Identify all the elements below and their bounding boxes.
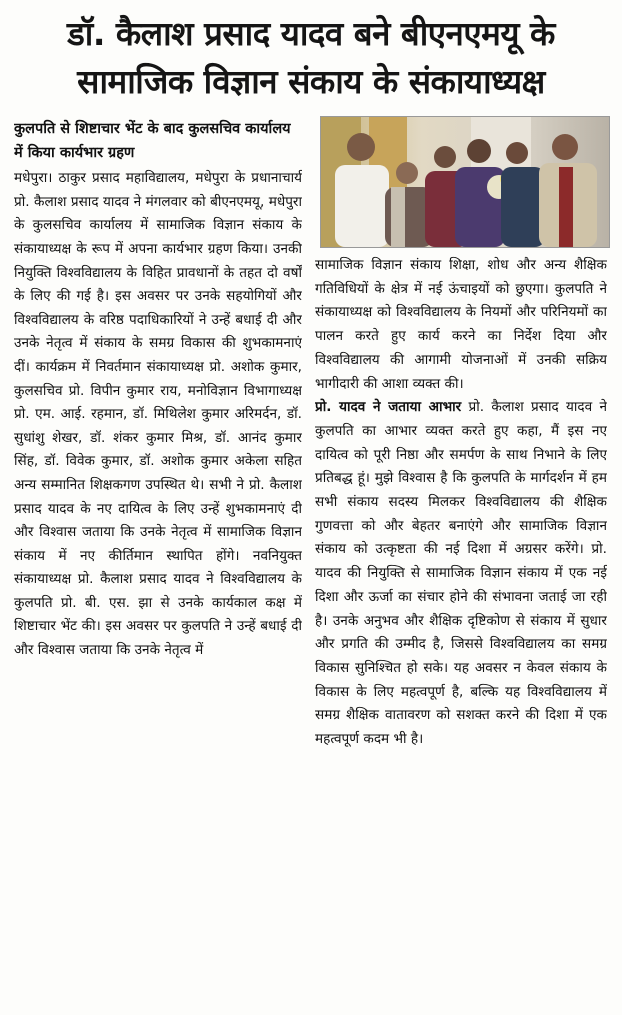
photo-illustration — [321, 117, 609, 247]
subheading-thanks: प्रो. यादव ने जताया आभार — [315, 399, 462, 416]
headline — [0, 0, 622, 120]
body-right-para-2 — [315, 396, 607, 752]
body-left-text: मधेपुरा। ठाकुर प्रसाद महाविद्यालय, मधेपुरा के प्रधानाचार्य प्रो. कैलाश प्रसाद यादव ने मंगलवार को बीएनएमयू, मधेपुरा के कुलसचिव कार्यालय में सामाजिक विज्ञान संकाय के संकायाध्यक्ष के रूप में अपना कार्यभार ग्रहण किया। उनकी नियुक्ति विश्वविद्यालय के विहित प्रावधानों के तहत दो वर्षों के लिए की गई है। इस अवसर पर उनके सहयोगियों और विश्वविद्यालय के वरिष्ठ पदाधिकारियों ने उन्हें बधाई दी और उनके नेतृत्व में संकाय के समग्र विकास की शुभकामनाएं दीं। कार्यक्रम में निवर्तमान संकायाध्यक्ष प्रो. अशोक कुमार, कुलसचिव प्रो. विपीन कुमार राय, मनोविज्ञान विभागाध्यक्ष प्रो. एम. आई. रहमान, डॉ. मिथिलेश कुमार अरिमर्दन, डॉ. सुधांशु शेखर, डॉ. शंकर कुमार मिश्र, डॉ. आनंद कुमार सिंह, डॉ. विवेक कुमार, डॉ. अशोक कुमार अकेला सहित अन्य सम्मानित शिक्षकगण उपस्थित थे। सभी ने प्रो. कैलाश प्रसाद यादव के नए दायित्व के लिए उन्हें शुभकामनाएं दी और विश्वास जताया कि उनके नेतृत्व में सामाजिक विज्ञान संकाय में नए कीर्तिमान स्थापित होंगे। नवनियुक्त संकायाध्यक्ष प्रो. कैलाश प्रसाद यादव ने विश्वविद्यालय के कुलपति प्रो. बी. एस. झा से उनके कार्यकाल कक्ष में शिष्टाचार भेंट की। इस अवसर पर कुलपति ने उन्हें बधाई दी और विश्वास जताया कि उनके नेतृत्व में — [14, 170, 302, 659]
subheadline: कुलपति से शिष्टाचार भेंट के बाद कुलसचिव कार्यालय में किया कार्यभार ग्रहण — [14, 121, 291, 161]
left-column — [14, 118, 302, 1008]
right-column — [315, 254, 607, 1010]
body-right-para-2-text: प्रो. कैलाश प्रसाद यादव ने कुलपति का आभार व्यक्त करते हुए कहा, मैं इस नए दायित्व को पूरी निष्ठा और समर्पण के साथ निभाने के लिए प्रतिबद्ध हूं। मुझे विश्वास है कि कुलपति के मार्गदर्शन में हम सभी संकाय सदस्य मिलकर विश्वविद्यालय की शैक्षिक गुणवत्ता को और बेहतर बनाएंगे और सामाजिक विज्ञान संकाय को उत्कृष्टता की नई दिशा में अग्रसर करेंगे। प्रो. यादव की नियुक्ति से सामाजिक विज्ञान संकाय में एक नई दिशा और ऊर्जा का संचार होने की संभावना जताई जा रही है। उनके अनुभव और शैक्षिक दृष्टिकोण से संकाय में सुधार और प्रगति की उम्मीद है, जिससे विश्वविद्यालय का समग्र विकास सुनिश्चित हो सके। यह अवसर न केवल संकाय के विकास के लिए महत्वपूर्ण है, बल्कि यह विश्वविद्यालय में समग्र शैक्षिक वातावरण को सशक्त करने की दिशा में एक महत्वपूर्ण कदम भी है। — [315, 399, 607, 748]
headline-line-1: डॉ. कैलाश प्रसाद यादव बने बीएनएमयू के — [67, 14, 555, 53]
news-photo — [320, 116, 610, 248]
body-right-para-1: सामाजिक विज्ञान संकाय शिक्षा, शोध और अन्य शैक्षिक गतिविधियों के क्षेत्र में नई ऊंचाइयों को छुएगा। कुलपति ने संकायाध्यक्ष को विश्वविद्यालय के नियमों और परिनियमों का पालन करते हुए कार्य करने का निर्देश दिया और विश्वविद्यालय की आगामी योजनाओं में उनकी सक्रिय भागीदारी की आशा व्यक्त की। — [315, 257, 607, 392]
headline-line-2: सामाजिक विज्ञान संकाय के संकायाध्यक्ष — [77, 62, 545, 101]
